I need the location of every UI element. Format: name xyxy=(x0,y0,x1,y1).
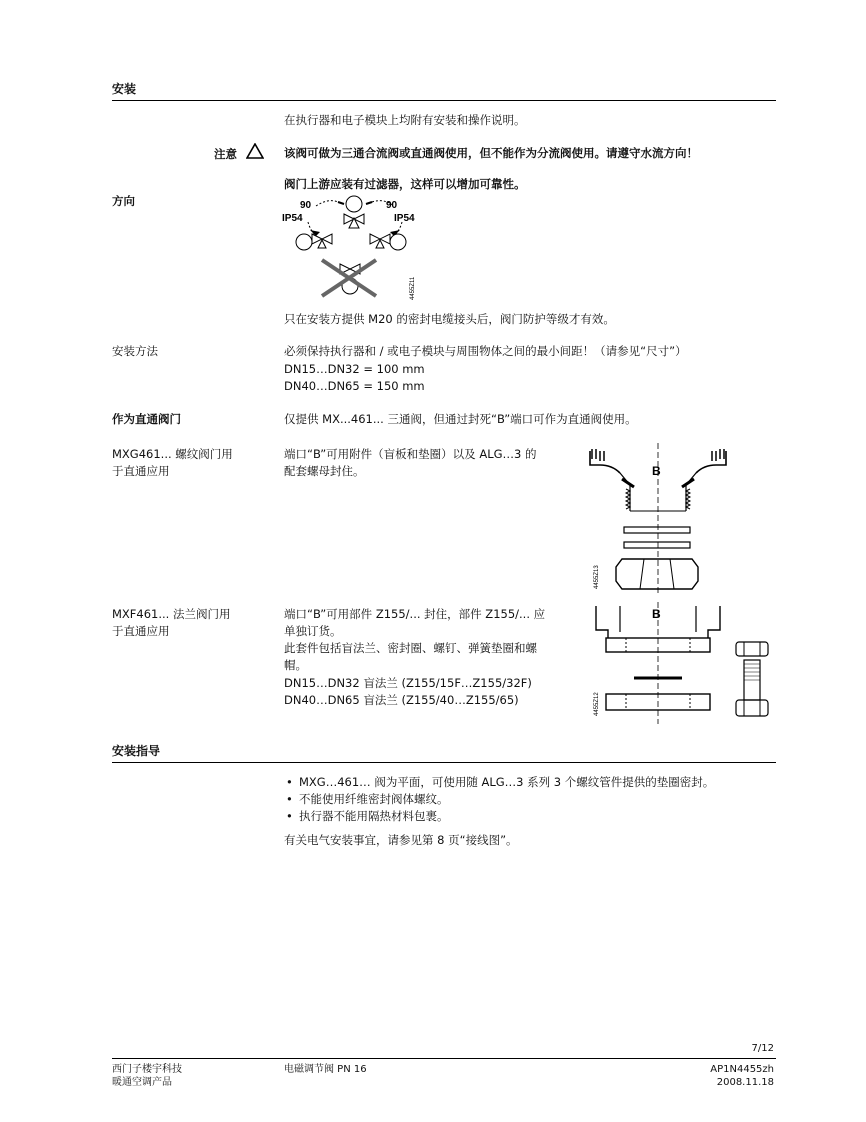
list-item: • 执行器不能用隔热材料包裹。 xyxy=(284,808,764,825)
mxf-port-label: B xyxy=(652,607,661,621)
mxf-figure-code: 4455Z12 xyxy=(594,692,600,716)
angle-right-label: 90 xyxy=(386,200,398,211)
section-title-installation: 安装 xyxy=(112,82,137,96)
note-label: 注意 xyxy=(214,147,237,161)
warning-icon xyxy=(246,143,264,159)
section-title-guidelines: 安装指导 xyxy=(112,744,161,758)
page-number: 7/12 xyxy=(751,1043,774,1054)
warning-text: 该阀可做为三通合流阀或直通阀使用，但不能作为分流阀使用。请遵守水流方向！ xyxy=(284,146,698,160)
mxf-text-line2: 单独订货。 xyxy=(284,624,342,638)
mxf-text-line3: 此套件包括盲法兰、密封圈、螺钉、弹簧垫圈和螺 xyxy=(284,641,537,655)
mxf-flanged-valve-figure xyxy=(586,602,776,724)
footer-product: 电磁调节阀 PN 16 xyxy=(284,1064,367,1075)
ip-right-label: IP54 xyxy=(394,213,415,224)
mxg-label-line1: MXG461... 螺纹阀门用 xyxy=(112,447,233,461)
method-text: 必须保持执行器和 / 或电子模块与周围物体之间的最小间距！（请参见“尺寸”） xyxy=(284,344,687,358)
angle-left-label: 90 xyxy=(300,200,312,211)
m20-note: 只在安装方提供 M20 的密封电缆接头后，阀门防护等级才有效。 xyxy=(284,312,615,326)
mxg-text-line2: 配套螺母封住。 xyxy=(284,464,365,478)
guideline-list xyxy=(284,774,764,825)
mxg-label-line2: 于直通应用 xyxy=(112,464,170,478)
figure-code: 4455Z11 xyxy=(410,276,416,300)
mxg-threaded-valve-figure xyxy=(586,443,732,593)
section-divider xyxy=(112,100,776,101)
footer-company-line2: 暖通空调产品 xyxy=(112,1077,172,1088)
footer-company-line1: 西门子楼宇科技 xyxy=(112,1064,182,1075)
method-dn-small: DN15…DN32 = 100 mm xyxy=(284,362,425,376)
electrical-note: 有关电气安装事宜，请参见第 8 页“接线图”。 xyxy=(284,833,518,847)
orientation-diagram xyxy=(280,194,430,304)
mxf-label-line1: MXF461... 法兰阀门用 xyxy=(112,607,231,621)
footer-date: 2008.11.18 xyxy=(716,1077,774,1088)
list-item: • MXG…461… 阀为平面，可使用随 ALG…3 系列 3 个螺纹管件提供的垫圈密封。 xyxy=(284,774,764,791)
list-item: • 不能使用纤维密封阀体螺纹。 xyxy=(284,791,764,808)
mxg-text-line1: 端口“B”可用附件（盲板和垫圈）以及 ALG…3 的 xyxy=(284,447,537,461)
intro-text: 在执行器和电子模块上均附有安装和操作说明。 xyxy=(284,113,526,127)
mxf-dn-large: DN40…DN65 盲法兰 (Z155/40…Z155/65) xyxy=(284,693,519,707)
method-label: 安装方法 xyxy=(112,344,158,358)
mxg-port-label: B xyxy=(652,464,661,478)
mxf-label-line2: 于直通应用 xyxy=(112,624,170,638)
direction-label: 方向 xyxy=(112,194,135,208)
footer-doc-id: AP1N4455zh xyxy=(710,1064,774,1075)
section-divider xyxy=(112,762,776,763)
mxf-dn-small: DN15…DN32 盲法兰 (Z155/15F…Z155/32F) xyxy=(284,676,532,690)
straight-text: 仅提供 MX...461... 三通阀，但通过封死“B”端口可作为直通阀使用。 xyxy=(284,412,637,426)
mxg-figure-code: 4455Z13 xyxy=(594,565,600,589)
filter-note: 阀门上游应装有过滤器，这样可以增加可靠性。 xyxy=(284,177,526,191)
method-dn-large: DN40…DN65 = 150 mm xyxy=(284,379,425,393)
footer-divider xyxy=(112,1058,776,1059)
mxf-text-line1: 端口“B”可用部件 Z155/... 封住，部件 Z155/... 应 xyxy=(284,607,546,621)
straight-label: 作为直通阀门 xyxy=(112,412,181,426)
ip-left-label: IP54 xyxy=(282,213,303,224)
mxf-text-line4: 帽。 xyxy=(284,658,307,672)
